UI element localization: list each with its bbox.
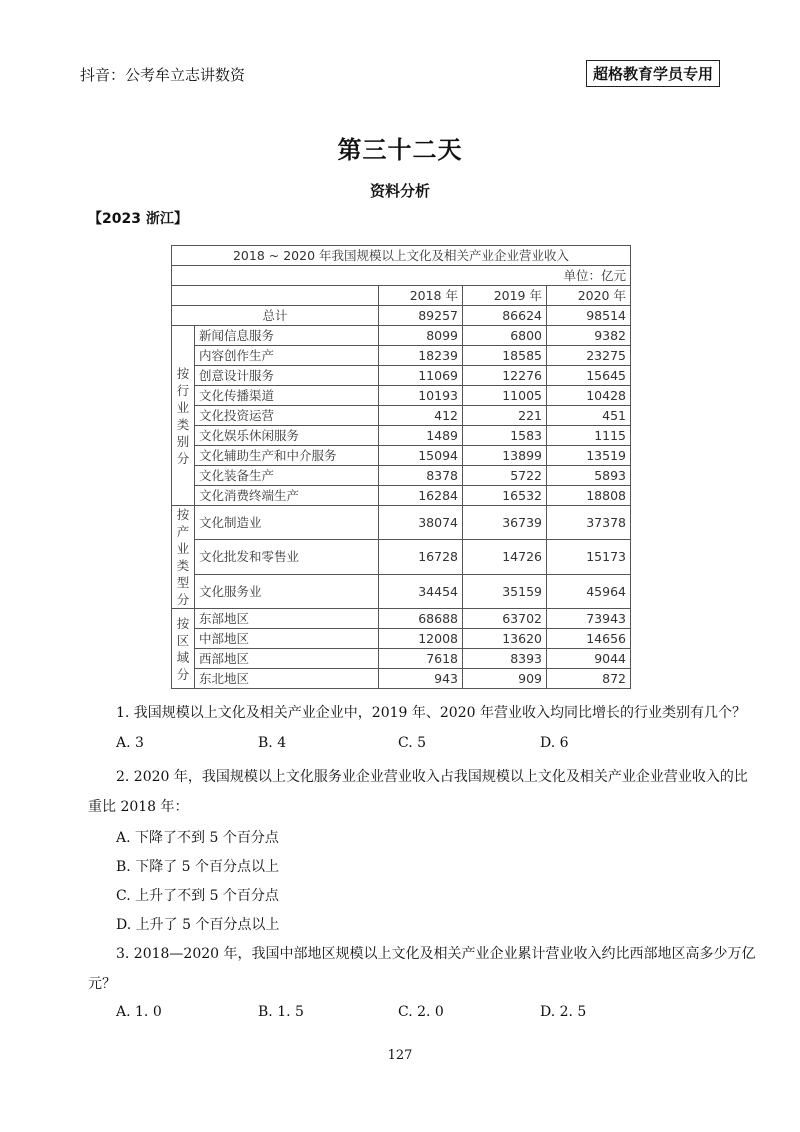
year-header: 2019 年: [463, 286, 547, 306]
value-cell: 7618: [379, 649, 463, 669]
revenue-table: [171, 245, 631, 689]
value-cell: 10428: [547, 386, 631, 406]
row-label: 文化服务业: [195, 574, 379, 608]
question-1-option[interactable]: A. 3: [116, 735, 144, 751]
row-label: 内容创作生产: [195, 346, 379, 366]
value-cell: 23275: [547, 346, 631, 366]
row-label: 东北地区: [195, 669, 379, 689]
table-row: [172, 466, 631, 486]
value-cell: 15645: [547, 366, 631, 386]
question-2-option[interactable]: D. 上升了 5 个百分点以上: [116, 917, 280, 933]
value-cell: 6800: [463, 326, 547, 346]
row-label: 文化装备生产: [195, 466, 379, 486]
value-cell: 8099: [379, 326, 463, 346]
table-unit: 单位：亿元: [172, 266, 631, 286]
question-3-text-line2: 元？: [88, 976, 116, 992]
question-2-option[interactable]: A. 下降了不到 5 个百分点: [116, 830, 279, 846]
value-cell: 16728: [379, 540, 463, 574]
value-cell: 16532: [463, 486, 547, 506]
row-label: 创意设计服务: [195, 366, 379, 386]
row-label: 文化制造业: [195, 506, 379, 540]
row-label: 新闻信息服务: [195, 326, 379, 346]
value-cell: 15173: [547, 540, 631, 574]
year-header: 2018 年: [379, 286, 463, 306]
value-cell: 73943: [547, 609, 631, 629]
question-1-option[interactable]: C. 5: [398, 735, 427, 751]
value-cell: 36739: [463, 506, 547, 540]
header-left-text: 抖音：公考牟立志讲数资: [80, 66, 246, 84]
page-title: 第三十二天: [337, 135, 463, 164]
value-cell: 8378: [379, 466, 463, 486]
exam-source-tag: 【2023 浙江】: [88, 211, 188, 227]
value-cell: 68688: [379, 609, 463, 629]
question-1-text: 1. 我国规模以上文化及相关产业企业中，2019 年、2020 年营业收入均同比增长的行业类别有几个？: [116, 705, 746, 721]
value-cell: 13519: [547, 446, 631, 466]
question-2-text-line2: 重比 2018 年：: [88, 799, 189, 815]
value-cell: 8393: [463, 649, 547, 669]
value-cell: 37378: [547, 506, 631, 540]
value-cell: 12008: [379, 629, 463, 649]
value-cell: 18239: [379, 346, 463, 366]
row-label: 中部地区: [195, 629, 379, 649]
question-3-option[interactable]: C. 2. 0: [398, 1004, 444, 1020]
value-cell: 5893: [547, 466, 631, 486]
total-value: 98514: [547, 306, 631, 326]
row-label: 文化传播渠道: [195, 386, 379, 406]
table-unit-row: [172, 266, 631, 286]
value-cell: 13620: [463, 629, 547, 649]
table-row: [172, 386, 631, 406]
table-total-row: [172, 306, 631, 326]
table-row: [172, 366, 631, 386]
table-row: [172, 609, 631, 629]
table-row: [172, 486, 631, 506]
value-cell: 12276: [463, 366, 547, 386]
value-cell: 16284: [379, 486, 463, 506]
row-label: 文化娱乐休闲服务: [195, 426, 379, 446]
table-title: 2018 ~ 2020 年我国规模以上文化及相关产业企业营业收入: [172, 246, 631, 266]
table-row: [172, 326, 631, 346]
table-row: [172, 406, 631, 426]
value-cell: 34454: [379, 574, 463, 608]
table-row: [172, 446, 631, 466]
page-number: 127: [387, 1048, 413, 1063]
table-row: [172, 669, 631, 689]
table-header-row: [172, 286, 631, 306]
question-2-option[interactable]: B. 下降了 5 个百分点以上: [116, 859, 279, 875]
value-cell: 15094: [379, 446, 463, 466]
row-label: 文化消费终端生产: [195, 486, 379, 506]
value-cell: 10193: [379, 386, 463, 406]
row-label: 文化投资运营: [195, 406, 379, 426]
value-cell: 943: [379, 669, 463, 689]
row-label: 西部地区: [195, 649, 379, 669]
table-row: [172, 540, 631, 574]
table-row: [172, 629, 631, 649]
question-2-option[interactable]: C. 上升了不到 5 个百分点: [116, 888, 279, 904]
table-row: [172, 574, 631, 608]
value-cell: 11005: [463, 386, 547, 406]
value-cell: 9044: [547, 649, 631, 669]
question-1-option[interactable]: D. 6: [540, 735, 569, 751]
value-cell: 451: [547, 406, 631, 426]
value-cell: 14726: [463, 540, 547, 574]
row-label: 东部地区: [195, 609, 379, 629]
question-2-text-line1: 2. 2020 年，我国规模以上文化服务业企业营业收入占我国规模以上文化及相关产业企业营业收入的比: [116, 769, 748, 785]
value-cell: 45964: [547, 574, 631, 608]
value-cell: 13899: [463, 446, 547, 466]
value-cell: 14656: [547, 629, 631, 649]
row-label: 文化辅助生产和中介服务: [195, 446, 379, 466]
row-label: 文化批发和零售业: [195, 540, 379, 574]
group-label: 按产业类型分: [172, 506, 195, 609]
question-3-text-line1: 3. 2018—2020 年，我国中部地区规模以上文化及相关产业企业累计营业收入约比西部地区高多少万亿: [116, 946, 756, 962]
value-cell: 5722: [463, 466, 547, 486]
group-label: 按行业类别分: [172, 326, 195, 506]
value-cell: 1583: [463, 426, 547, 446]
value-cell: 221: [463, 406, 547, 426]
value-cell: 18585: [463, 346, 547, 366]
table-row: [172, 346, 631, 366]
table-row: [172, 426, 631, 446]
header-right-badge: 超格教育学员专用: [586, 60, 720, 87]
question-3-option[interactable]: A. 1. 0: [116, 1004, 162, 1020]
year-header: 2020 年: [547, 286, 631, 306]
header-blank-cell: [172, 286, 379, 306]
value-cell: 11069: [379, 366, 463, 386]
value-cell: 1115: [547, 426, 631, 446]
value-cell: 1489: [379, 426, 463, 446]
question-1-option[interactable]: B. 4: [258, 735, 287, 751]
value-cell: 18808: [547, 486, 631, 506]
total-value: 86624: [463, 306, 547, 326]
question-3-option[interactable]: B. 1. 5: [258, 1004, 304, 1020]
value-cell: 909: [463, 669, 547, 689]
value-cell: 9382: [547, 326, 631, 346]
page-subtitle: 资料分析: [369, 182, 430, 200]
total-value: 89257: [379, 306, 463, 326]
value-cell: 38074: [379, 506, 463, 540]
table-title-row: [172, 246, 631, 266]
group-label: 按区域分: [172, 609, 195, 689]
value-cell: 872: [547, 669, 631, 689]
question-3-option[interactable]: D. 2. 5: [540, 1004, 587, 1020]
value-cell: 412: [379, 406, 463, 426]
value-cell: 35159: [463, 574, 547, 608]
total-label: 总计: [172, 306, 379, 326]
table-row: [172, 506, 631, 540]
table-row: [172, 649, 631, 669]
value-cell: 63702: [463, 609, 547, 629]
